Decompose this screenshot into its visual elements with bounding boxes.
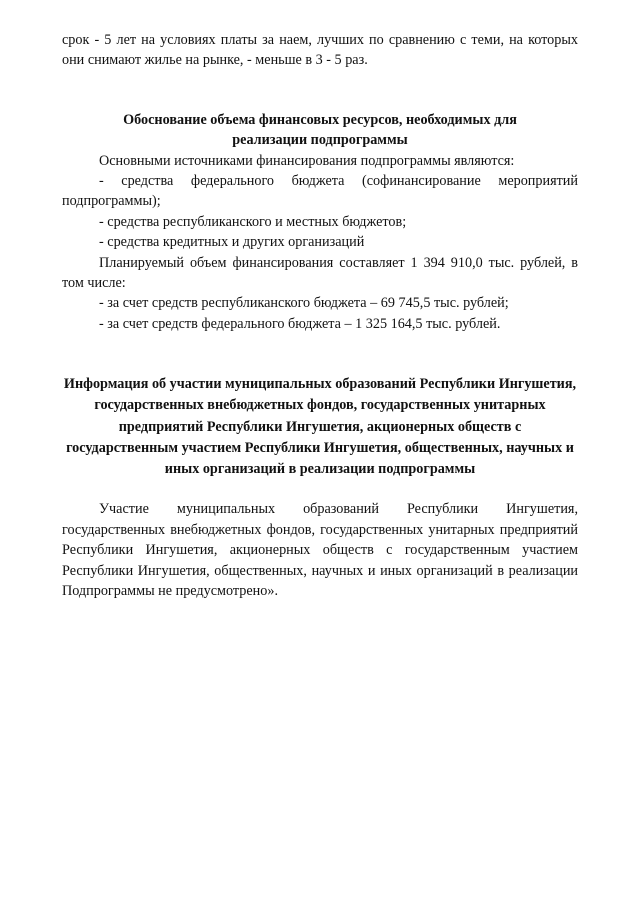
financing-planned-volume: Планируемый объем финансирования составляет 1 394 910,0 тыс. рублей, в том числе:	[62, 254, 578, 292]
financing-federal-amount: - за счет средств федерального бюджета – 1 325 164,5 тыс. рублей.	[99, 315, 501, 332]
financing-sources-intro: Основными источниками финансирования подпрограммы являются:	[99, 152, 515, 169]
section-heading-participation: Информация об участии муниципальных образований Республики Ингушетия, государственных внебюджетных фондов, государственных унитарных предприятий Республики Ингушетия, акционерных обществ с государственным участием Республики Ингушетия, общественных, научных и иных организаций в реализации подпрограммы	[63, 376, 577, 478]
section-heading-financing: Обоснование объема финансовых ресурсов, необходимых для реализации подпрограммы	[123, 111, 517, 149]
financing-credit-organizations: - средства кредитных и других организаций	[99, 234, 365, 251]
financing-republic-local-budget: - средства республиканского и местных бюджетов;	[99, 213, 407, 230]
participation-paragraph: Участие муниципальных образований Республики Ингушетия, государственных внебюджетных фондов, государственных унитарных предприятий Республики Ингушетия, акционерных обществ с государственным участием Республики Ингушетия, общественных, научных и иных организаций в реализации Подпрограммы не предусмотрено».	[62, 501, 578, 599]
intro-paragraph: срок - 5 лет на условиях платы за наем, лучших по сравнению с теми, на которых они снимают жилье на рынке, - меньше в 3 - 5 раз.	[62, 32, 578, 69]
financing-federal-budget: - средства федерального бюджета (софинансирование мероприятий подпрограммы);	[62, 173, 578, 210]
financing-republic-amount: - за счет средств республиканского бюджета – 69 745,5 тыс. рублей;	[99, 295, 509, 312]
